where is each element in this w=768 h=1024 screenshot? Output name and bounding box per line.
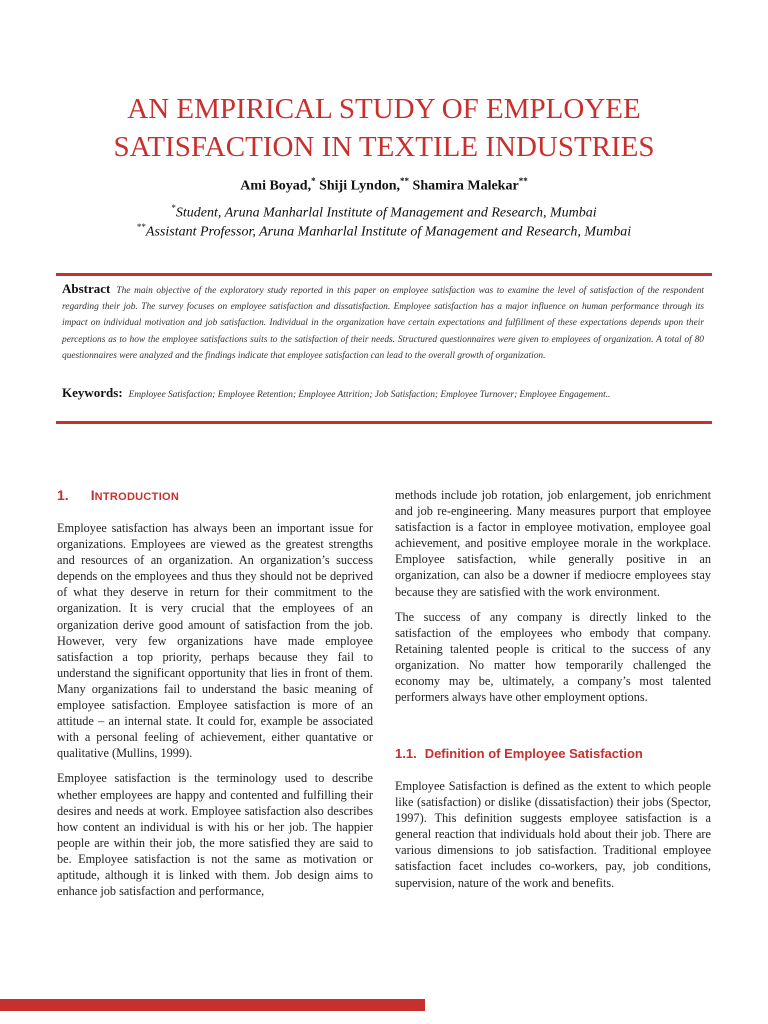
affiliation-mark: ** bbox=[136, 222, 146, 232]
abstract bbox=[62, 281, 704, 364]
section-1-heading bbox=[57, 487, 179, 503]
left-column bbox=[57, 520, 373, 908]
section-title-rest: NTRODUCTION bbox=[94, 491, 180, 503]
affiliation-2 bbox=[0, 222, 768, 241]
section-1-1-heading bbox=[395, 746, 643, 761]
paragraph: Employee satisfaction has always been an important issue for organizations. Employees are viewed as the greatest strengths and resources of an organization. An organization’s success depends on the employees and thus they should not be deprived of what they deserve in return for their commitment to the organization. It is very crucial that the employees of an organization derive good amount of satisfaction from the job. However, very few organizations have made employee satisfaction a top priority, perhaps because they fail to understand the significant opportunity that lies in front of them. Many organizations fail to understand the basic meaning of employee satisfaction. Employee satisfaction is more of an attitude – an internal state. It could for, example be associated with a personal feeling of achievement, either quantative or qualitative (Mullins, 1999). bbox=[57, 521, 373, 761]
abstract-text: The main objective of the exploratory study reported in this paper on employee satisfaction was to examine the level of satisfaction of the respondent regarding their job. The survey focuses on employee satisfaction and dissatisfaction. Employee satisfaction has a major influence on human performance through its impact on individual motivation and job satisfaction. Individual in the organization have certain expectations and fulfillment of these expectations depends upon their perceptions as to how the employee satisfactions suits to the satisfaction of their needs. Structured questionnaires were given to employees of organization. A total of 80 questionnaires were analyzed and the findings indicate that employee satisfaction can lead to the overall growth of organization. bbox=[62, 286, 704, 361]
affiliation-mark: * bbox=[171, 203, 176, 213]
keywords-heading: Keywords: bbox=[62, 385, 123, 400]
abstract-top-rule bbox=[56, 273, 712, 276]
author-mark: ** bbox=[400, 176, 410, 186]
author-mark: * bbox=[311, 176, 316, 186]
paragraph: Employee Satisfaction is defined as the extent to which people like (satisfaction) or dislike (dissatisfaction) their jobs (Spector, 1997). This definition suggests employee satisfaction is a general reaction that individuals hold about their job. There are various dimensions to job satisfaction. Traditional employee satisfaction facet includes co-workers, pay, job conditions, supervision, nature of the work and benefits. bbox=[395, 779, 711, 890]
author-name: Ami Boyad, bbox=[240, 178, 312, 194]
right-column-bottom bbox=[395, 778, 711, 900]
section-number: 1. bbox=[57, 487, 69, 503]
author-list bbox=[0, 176, 768, 195]
section-title-initial: I bbox=[90, 487, 95, 503]
paper-title bbox=[40, 90, 728, 166]
footer-bar bbox=[0, 999, 425, 1011]
author-name: Shiji Lyndon, bbox=[319, 178, 401, 194]
abstract-heading: Abstract bbox=[62, 281, 111, 296]
affiliation-text: Assistant Professor, Aruna Manharlal Institute of Management and Research, Mumbai bbox=[145, 224, 632, 240]
affiliation-text: Student, Aruna Manharlal Institute of Management and Research, Mumbai bbox=[175, 205, 597, 221]
keywords bbox=[62, 383, 704, 405]
author-mark: ** bbox=[518, 176, 528, 186]
paragraph: Employee satisfaction is the terminology used to describe whether employees are happy and contented and fulfilling their desires and needs at work. Employee satisfaction also describes how content an individual is with his or her job. The happier people are within their job, the more satisfied they are said to be. Employee satisfaction is not the same as motivation or aptitude, although it is linked with them. Job design aims to enhance job satisfaction and performance, bbox=[57, 771, 373, 899]
keywords-text: Employee Satisfaction; Employee Retention; Employee Attrition; Job Satisfaction; Employee Turnover; Employee Engagement.. bbox=[128, 390, 611, 400]
paragraph: methods include job rotation, job enlargement, job enrichment and job re-engineering. Many measures purport that employee satisfaction is a factor in employee motivation, employee goal achievement, and positive employee morale in the workplace. Employee satisfaction, while generally positive in an organization, can also be a downer if mediocre employees stay because they are satisfied with the work environment. bbox=[395, 488, 711, 599]
paragraph: The success of any company is directly linked to the satisfaction of the employees who embody that company. Retaining talented people is critical to the success of any organization. No matter how temporarily challenged the economy may be, ultimately, a company’s most talented performers always have other employment options. bbox=[395, 609, 711, 705]
right-column-top bbox=[395, 487, 711, 714]
subsection-title: Definition of Employee Satisfaction bbox=[424, 746, 643, 761]
author-name: Shamira Malekar bbox=[412, 178, 519, 194]
affiliation-1 bbox=[0, 203, 768, 222]
subsection-number: 1.1. bbox=[395, 746, 417, 761]
abstract-bottom-rule bbox=[56, 421, 712, 424]
title-line-1: AN EMPIRICAL STUDY OF EMPLOYEE bbox=[127, 93, 641, 125]
title-line-2: SATISFACTION IN TEXTILE INDUSTRIES bbox=[113, 131, 655, 163]
